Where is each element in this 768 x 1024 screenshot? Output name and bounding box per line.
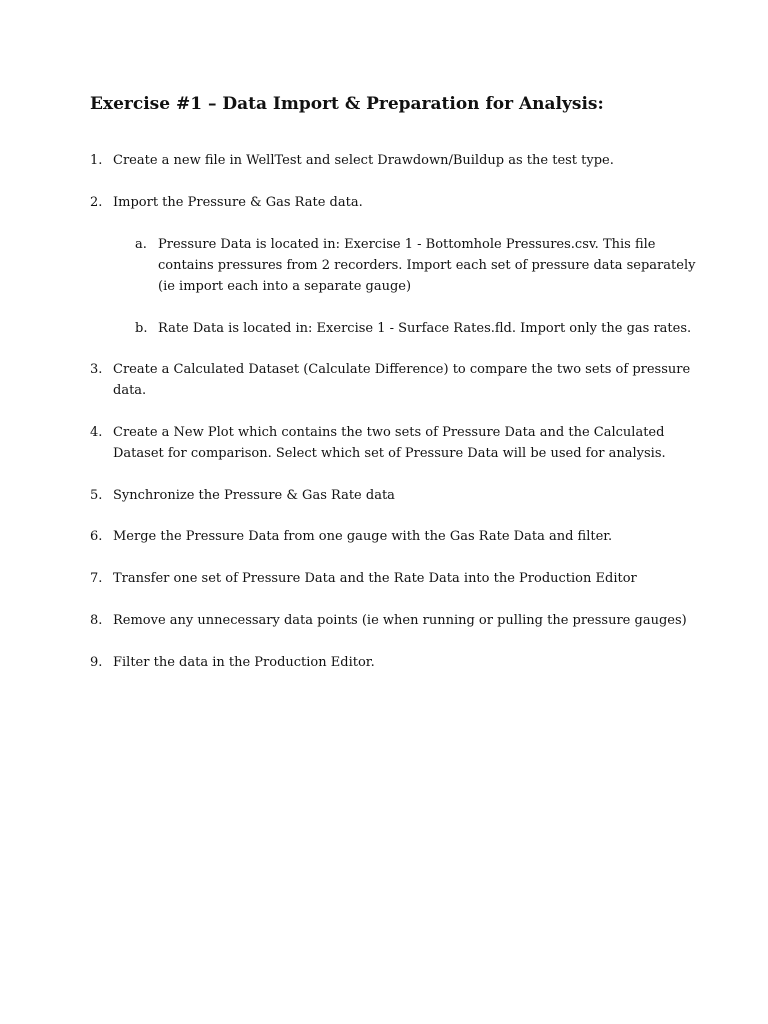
list-item-text: Filter the data in the Production Editor.: [113, 655, 375, 670]
list-item-number: 3.: [90, 362, 103, 377]
list-item-number: 2.: [90, 195, 103, 210]
list-item-5: [90, 485, 700, 506]
exercise-title: Exercise #1 – Data Import & Preparation for Analysis:: [90, 94, 604, 114]
list-item-text: Remove any unnecessary data points (ie when running or pulling the pressure gauges): [113, 613, 687, 628]
list-item-9: [90, 652, 700, 673]
list-item-text: Import the Pressure & Gas Rate data.: [113, 195, 363, 210]
list-item-text: Merge the Pressure Data from one gauge with the Gas Rate Data and filter.: [113, 529, 613, 544]
list-item-number: 1.: [90, 153, 103, 168]
list-item-text: Transfer one set of Pressure Data and the Rate Data into the Production Editor: [113, 571, 637, 586]
list-item-number: 5.: [90, 488, 103, 503]
list-item-7: [90, 568, 700, 589]
list-item-number: 9.: [90, 655, 103, 670]
list-item-text: Create a Calculated Dataset (Calculate Difference) to compare the two sets of pressure data.: [113, 362, 691, 398]
list-item-number: 6.: [90, 529, 103, 544]
list-item-number: 8.: [90, 613, 103, 628]
list-item-text: Synchronize the Pressure & Gas Rate data: [113, 488, 395, 503]
list-item-8: [90, 610, 700, 631]
list-item-number: a.: [135, 237, 147, 252]
list-item-number: 4.: [90, 425, 103, 440]
list-item-4: [90, 422, 700, 464]
list-item-2: [90, 192, 700, 213]
list-item-1: [90, 150, 700, 171]
list-item-text: Pressure Data is located in: Exercise 1 - Bottomhole Pressures.csv. This file contains pressures from 2 recorders. Import each set of pressure data separately (ie import each into a separate gauge): [158, 237, 696, 294]
list-item-text: Create a New Plot which contains the two sets of Pressure Data and the Calculated Dataset for comparison. Select which set of Pressure Data will be used for analysis.: [113, 425, 666, 461]
list-item-text: Rate Data is located in: Exercise 1 - Surface Rates.fld. Import only the gas rates.: [158, 321, 692, 336]
list-subitem-a: [135, 234, 710, 297]
list-subitem-b: [135, 318, 710, 339]
list-item-number: b.: [135, 321, 148, 336]
list-item-text: Create a new file in WellTest and select Drawdown/Buildup as the test type.: [113, 153, 614, 168]
list-item-6: [90, 526, 700, 547]
list-item-3: [90, 359, 700, 401]
list-item-number: 7.: [90, 571, 103, 586]
